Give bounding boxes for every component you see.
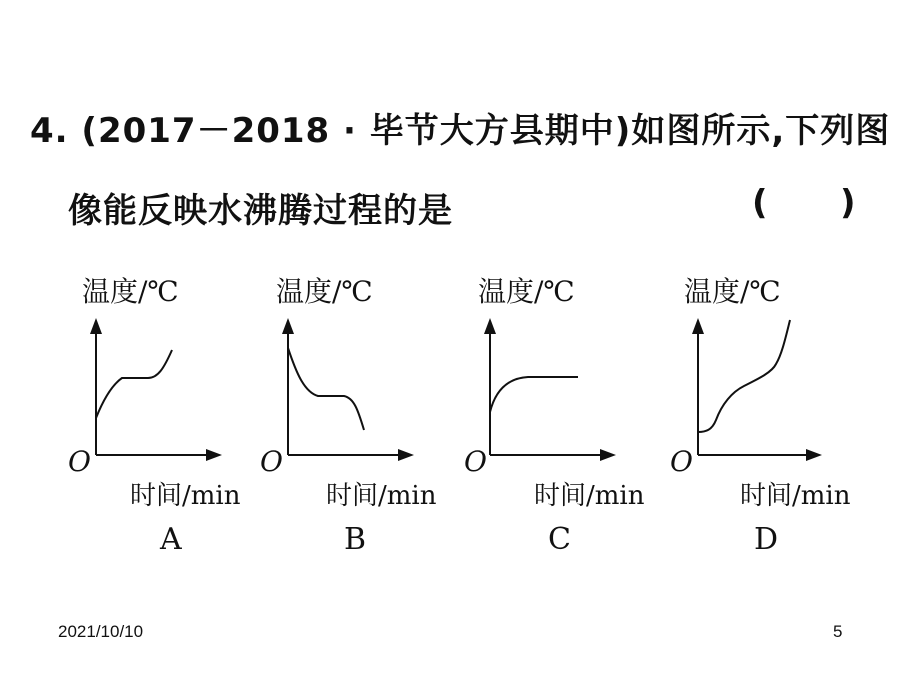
y-axis-arrow <box>484 318 496 334</box>
option-letter: D <box>754 522 779 557</box>
x-axis-arrow <box>600 449 616 461</box>
footer-date: 2021/10/10 <box>58 622 144 641</box>
graph-a <box>60 260 270 560</box>
answer-paren-left: ( <box>752 183 768 223</box>
y-axis-arrow <box>90 318 102 334</box>
answer-paren-right: ) <box>840 183 856 223</box>
y-axis-arrow <box>692 318 704 334</box>
y-axis-arrow <box>282 318 294 334</box>
graph-d <box>660 260 870 560</box>
option-letter: C <box>548 522 571 557</box>
x-axis-arrow <box>806 449 822 461</box>
page-number: 5 <box>833 622 843 641</box>
graph-y-label: 温度/℃ <box>684 275 781 308</box>
graph-axes-and-curve <box>60 260 270 560</box>
graph-b <box>252 260 462 560</box>
graph-axes-and-curve <box>252 260 462 560</box>
temperature-curve <box>288 348 364 430</box>
graph-axes-and-curve <box>660 260 870 560</box>
origin-label: O <box>68 445 91 478</box>
graph-x-label: 时间/min <box>326 481 437 511</box>
question-line-1: 4. (2017－2018 · 毕节大方县期中)如图所示,下列图 <box>30 111 891 151</box>
graph-y-label: 温度/℃ <box>478 275 575 308</box>
graph-y-label: 温度/℃ <box>82 275 179 308</box>
temperature-curve <box>96 350 172 418</box>
option-letter: A <box>160 522 182 557</box>
temperature-curve <box>698 320 790 432</box>
graph-y-label: 温度/℃ <box>276 275 373 308</box>
graph-x-label: 时间/min <box>740 481 851 511</box>
x-axis-arrow <box>206 449 222 461</box>
temperature-curve <box>490 377 578 412</box>
question-line-2: 像能反映水沸腾过程的是 <box>68 191 453 231</box>
graph-x-label: 时间/min <box>130 481 241 511</box>
origin-label: O <box>464 445 487 478</box>
x-axis-arrow <box>398 449 414 461</box>
origin-label: O <box>260 445 283 478</box>
graph-x-label: 时间/min <box>534 481 645 511</box>
graph-axes-and-curve <box>454 260 664 560</box>
option-letter: B <box>344 522 367 557</box>
origin-label: O <box>670 445 693 478</box>
graph-c <box>454 260 664 560</box>
